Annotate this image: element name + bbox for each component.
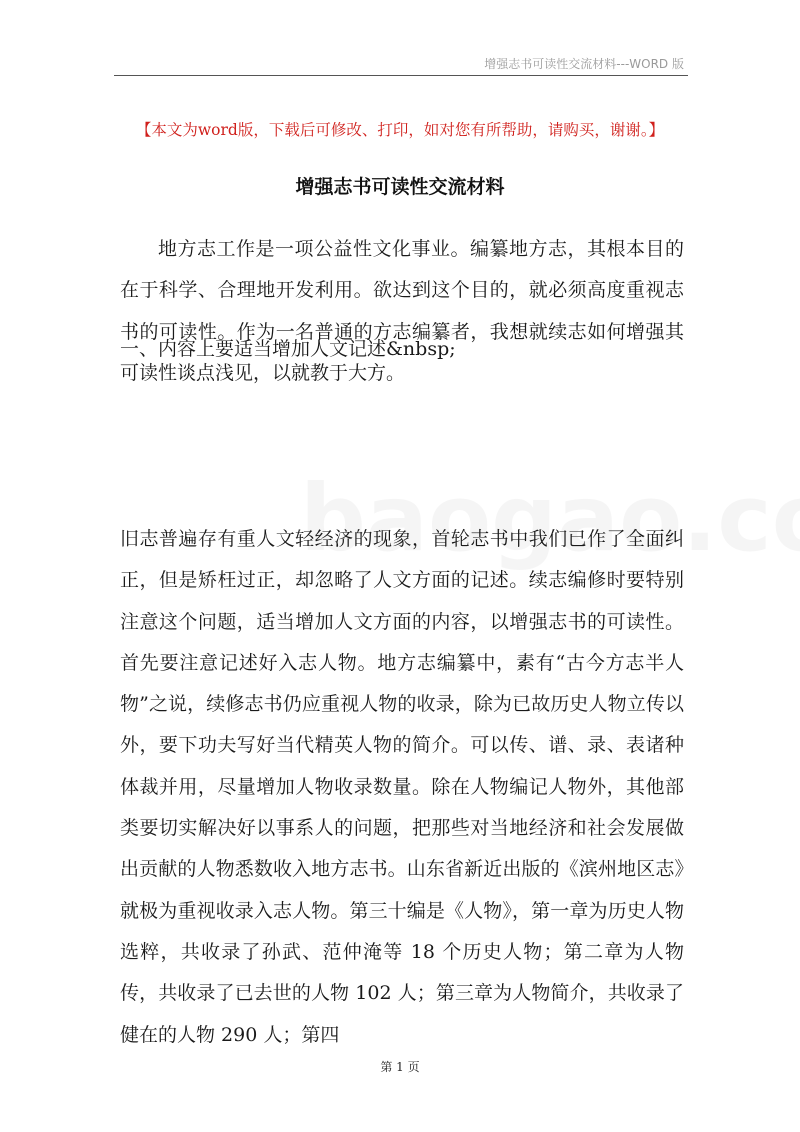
body-paragraph: 旧志普遍存有重人文轻经济的现象，首轮志书中我们已作了全面纠正，但是矫枉过正，却忽略了人文方面的记述。续志编修时要特别注意这个问题，适当增加人文方面的内容，以增强志书的可读性。首先要注意记述好入志人物。地方志编纂中，素有“古今方志半人物”之说，续修志书仍应重视人物的收录，除为已故历史人物立传以外，要下功夫写好当代精英人物的简介。可以传、谱、录、表诸种体裁并用，尽量增加人物收录数量。除在人物编记人物外，其他部类要切实解决好以事系人的问题，把那些对当地经济和社会发展做出贡献的人物悉数收入地方志书。山东省新近出版的《滨州地区志》就极为重视收录入志人物。第三十编是《人物》，第一章为历史人物选粹，共收录了孙武、范仲淹等 18 个历史人物；第二章为人物传，共收录了已去世的人物 102 人；第三章为人物简介，共收录了健在的人物 290 人；第四 [120, 528, 684, 1046]
section-heading: 一、内容上要适当增加人文记述&nbsp; [120, 338, 456, 360]
download-notice: 【本文为word版，下载后可修改、打印，如对您有所帮助，请购买，谢谢。】 [135, 121, 665, 139]
document-title: 增强志书可读性交流材料 [295, 176, 505, 198]
page-number: 第 1 页 [380, 1060, 420, 1074]
header-divider [114, 75, 688, 76]
running-header: 增强志书可读性交流材料---WORD 版 [484, 57, 684, 71]
intro-paragraph: 地方志工作是一项公益性文化事业。编纂地方志，其根本目的在于科学、合理地开发利用。欲达到这个目的，就必须高度重视志书的可读性。作为一名普通的方志编纂者，我想就续志如何增强其可读性谈点浅见，以就教于大方。 [120, 238, 684, 384]
